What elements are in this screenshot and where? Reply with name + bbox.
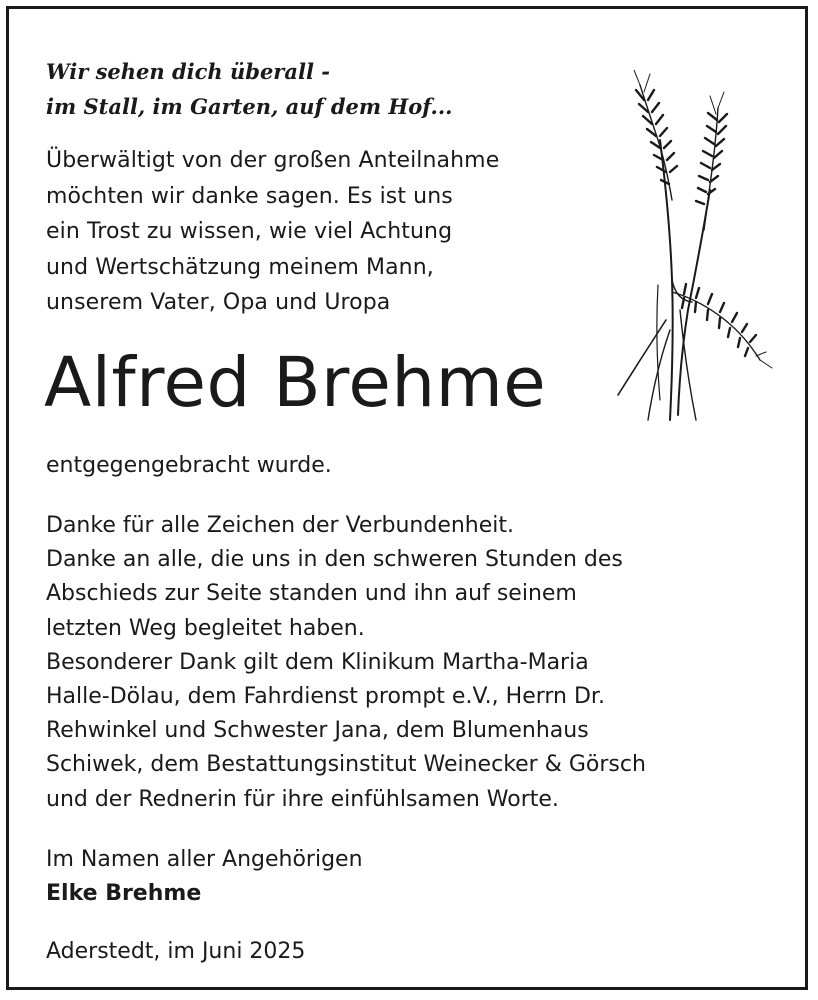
thanks-line: Danke an alle, die uns in den schweren Stunden des [46, 547, 623, 573]
signer-name: Elke Brehme [46, 881, 202, 906]
thanks-line: Rehwinkel und Schwester Jana, dem Blumenhaus [46, 718, 589, 744]
closing-line: Im Namen aller Angehörigen [46, 847, 363, 872]
thanks-line: Danke für alle Zeichen der Verbundenheit. [46, 513, 515, 538]
thanks-line: Halle-Dölau, dem Fahrdienst prompt e.V., Herrn Dr. [46, 684, 605, 710]
closing-block [46, 843, 363, 911]
wheat-ears-icon [600, 70, 780, 430]
place-date: Aderstedt, im Juni 2025 [46, 939, 306, 964]
deceased-name: Alfred Brehme [44, 343, 547, 423]
intro-line: Überwältigt von der großen Anteilnahme [46, 148, 500, 173]
intro-line: unserem Vater, Opa und Uropa [46, 290, 391, 315]
intro-line: möchten wir danke sagen. Es ist uns [46, 183, 453, 209]
motto-line: Wir sehen dich überall - [46, 59, 330, 84]
thanks-line: Schiwek, dem Bestattungsinstitut Weinecker & Görsch [46, 752, 646, 778]
intro-line: und Wertschätzung meinem Mann, [46, 254, 434, 280]
thanks-line: Abschieds zur Seite standen und ihn auf seinem [46, 581, 577, 607]
thanks-line: Besonderer Dank gilt dem Klinikum Martha-Maria [46, 649, 589, 675]
thanks-line: letzten Weg begleitet haben. [46, 615, 365, 641]
intro-line: ein Trost zu wissen, wie viel Achtung [46, 219, 453, 244]
thanks-line: und der Rednerin für ihre einfühlsamen Worte. [46, 786, 559, 812]
motto-quote [46, 54, 453, 124]
thanks-paragraph [46, 509, 786, 817]
motto-line: im Stall, im Garten, auf dem Hof... [46, 94, 453, 119]
intro-paragraph [46, 143, 606, 321]
after-name-text: entgegengebracht wurde. [46, 453, 332, 478]
